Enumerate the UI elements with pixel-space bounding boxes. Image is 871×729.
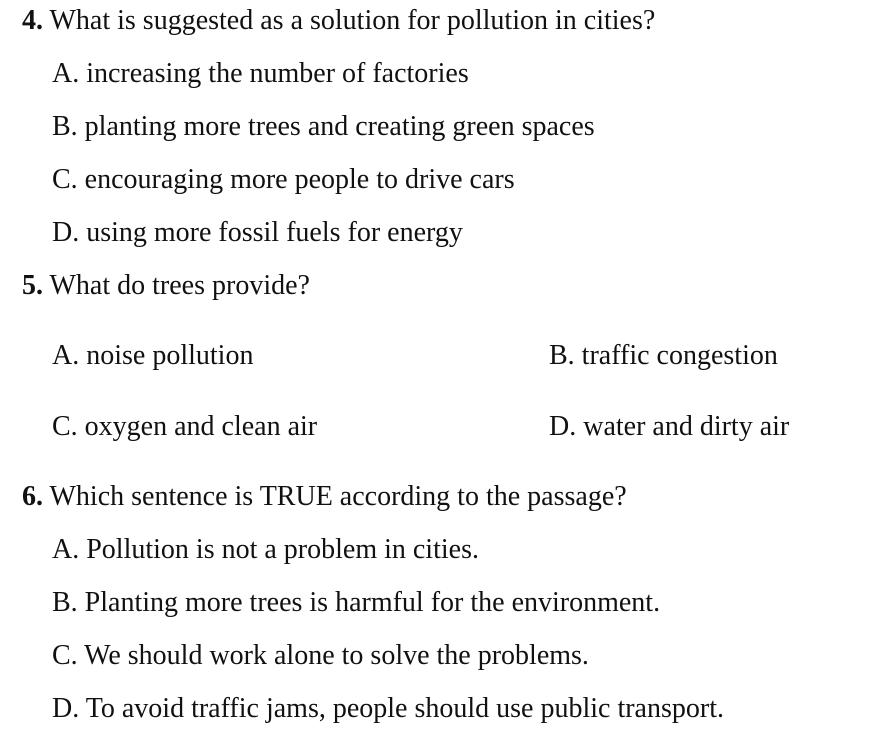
question-6-option-d: D. To avoid traffic jams, people should use public transport. xyxy=(52,693,724,724)
question-5 xyxy=(22,269,310,303)
question-6-number: 6. xyxy=(22,481,43,512)
question-4-number: 4. xyxy=(22,5,43,36)
question-6-option-b: B. Planting more trees is harmful for the environment. xyxy=(52,587,661,618)
question-5-option-c: C. oxygen and clean air xyxy=(52,411,318,442)
question-4-option-b: B. planting more trees and creating green spaces xyxy=(52,111,595,142)
question-6-option-a: A. Pollution is not a problem in cities. xyxy=(52,534,479,565)
question-4-text: What is suggested as a solution for pollution in cities? xyxy=(49,5,656,36)
question-5-option-b: B. traffic congestion xyxy=(549,340,778,371)
question-4-option-a: A. increasing the number of factories xyxy=(52,58,469,89)
question-4 xyxy=(22,4,655,38)
question-4-option-c: C. encouraging more people to drive cars xyxy=(52,164,515,195)
question-5-option-a: A. noise pollution xyxy=(52,340,254,371)
question-6 xyxy=(22,480,627,514)
question-6-option-c: C. We should work alone to solve the problems. xyxy=(52,640,589,671)
question-5-number: 5. xyxy=(22,270,43,301)
question-5-option-d: D. water and dirty air xyxy=(549,411,790,442)
question-6-text: Which sentence is TRUE according to the passage? xyxy=(49,481,627,512)
question-5-text: What do trees provide? xyxy=(49,270,310,301)
question-4-option-d: D. using more fossil fuels for energy xyxy=(52,217,463,248)
